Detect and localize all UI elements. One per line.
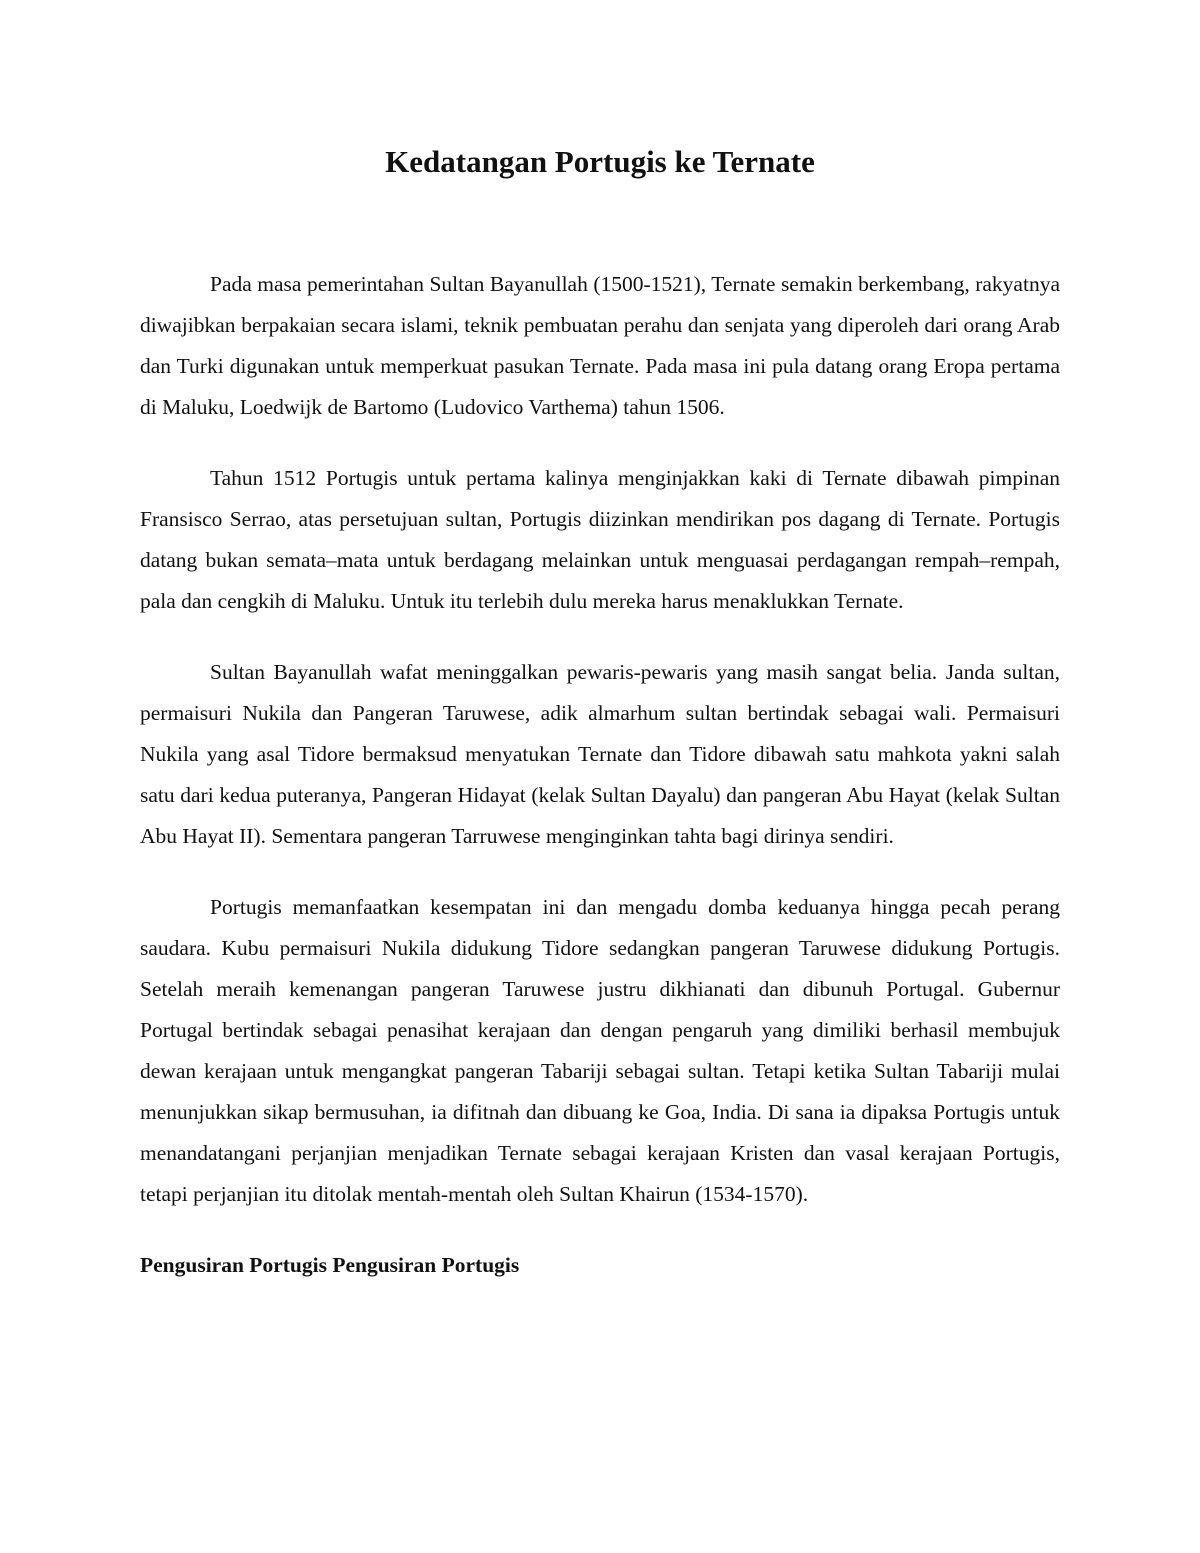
paragraph-3: Sultan Bayanullah wafat meninggalkan pewaris-pewaris yang masih sangat belia. Janda sultan, permaisuri Nukila dan Pangeran Taruwese, adik almarhum sultan bertindak sebagai wali. Permaisuri Nukila yang asal Tidore bermaksud menyatukan Ternate dan Tidore dibawah satu mahkota yakni salah satu dari kedua puteranya, Pangeran Hidayat (kelak Sultan Dayalu) dan pangeran Abu Hayat (kelak Sultan Abu Hayat II). Sementara pangeran Tarruwese menginginkan tahta bagi dirinya sendiri. [140, 660, 1060, 848]
paragraph-1: Pada masa pemerintahan Sultan Bayanullah (1500-1521), Ternate semakin berkembang, rakyatnya diwajibkan berpakaian secara islami, teknik pembuatan perahu dan senjata yang diperoleh dari orang Arab dan Turki digunakan untuk memperkuat pasukan Ternate. Pada masa ini pula datang orang Eropa pertama di Maluku, Loedwijk de Bartomo (Ludovico Varthema) tahun 1506. [140, 272, 1060, 419]
section-subheading: Pengusiran Portugis Pengusiran Portugis [140, 1253, 520, 1277]
paragraph-2: Tahun 1512 Portugis untuk pertama kalinya menginjakkan kaki di Ternate dibawah pimpinan Fransisco Serrao, atas persetujuan sultan, Portugis diizinkan mendirikan pos dagang di Ternate. Portugis datang bukan semata–mata untuk berdagang melainkan untuk menguasai perdagangan rempah–rempah, pala dan cengkih di Maluku. Untuk itu terlebih dulu mereka harus menaklukkan Ternate. [140, 466, 1060, 613]
paragraph-4: Portugis memanfaatkan kesempatan ini dan mengadu domba keduanya hingga pecah perang saudara. Kubu permaisuri Nukila didukung Tidore sedangkan pangeran Taruwese didukung Portugis. Setelah meraih kemenangan pangeran Taruwese justru dikhianati dan dibunuh Portugal. Gubernur Portugal bertindak sebagai penasihat kerajaan dan dengan pengaruh yang dimiliki berhasil membujuk dewan kerajaan untuk mengangkat pangeran Tabariji sebagai sultan. Tetapi ketika Sultan Tabariji mulai menunjukkan sikap bermusuhan, ia difitnah dan dibuang ke Goa, India. Di sana ia dipaksa Portugis untuk menandatangani perjanjian menjadikan Ternate sebagai kerajaan Kristen dan vasal kerajaan Portugis, tetapi perjanjian itu ditolak mentah-mentah oleh Sultan Khairun (1534-1570). [140, 895, 1060, 1206]
page-title: Kedatangan Portugis ke Ternate [385, 144, 815, 179]
document-body [140, 264, 1060, 1286]
